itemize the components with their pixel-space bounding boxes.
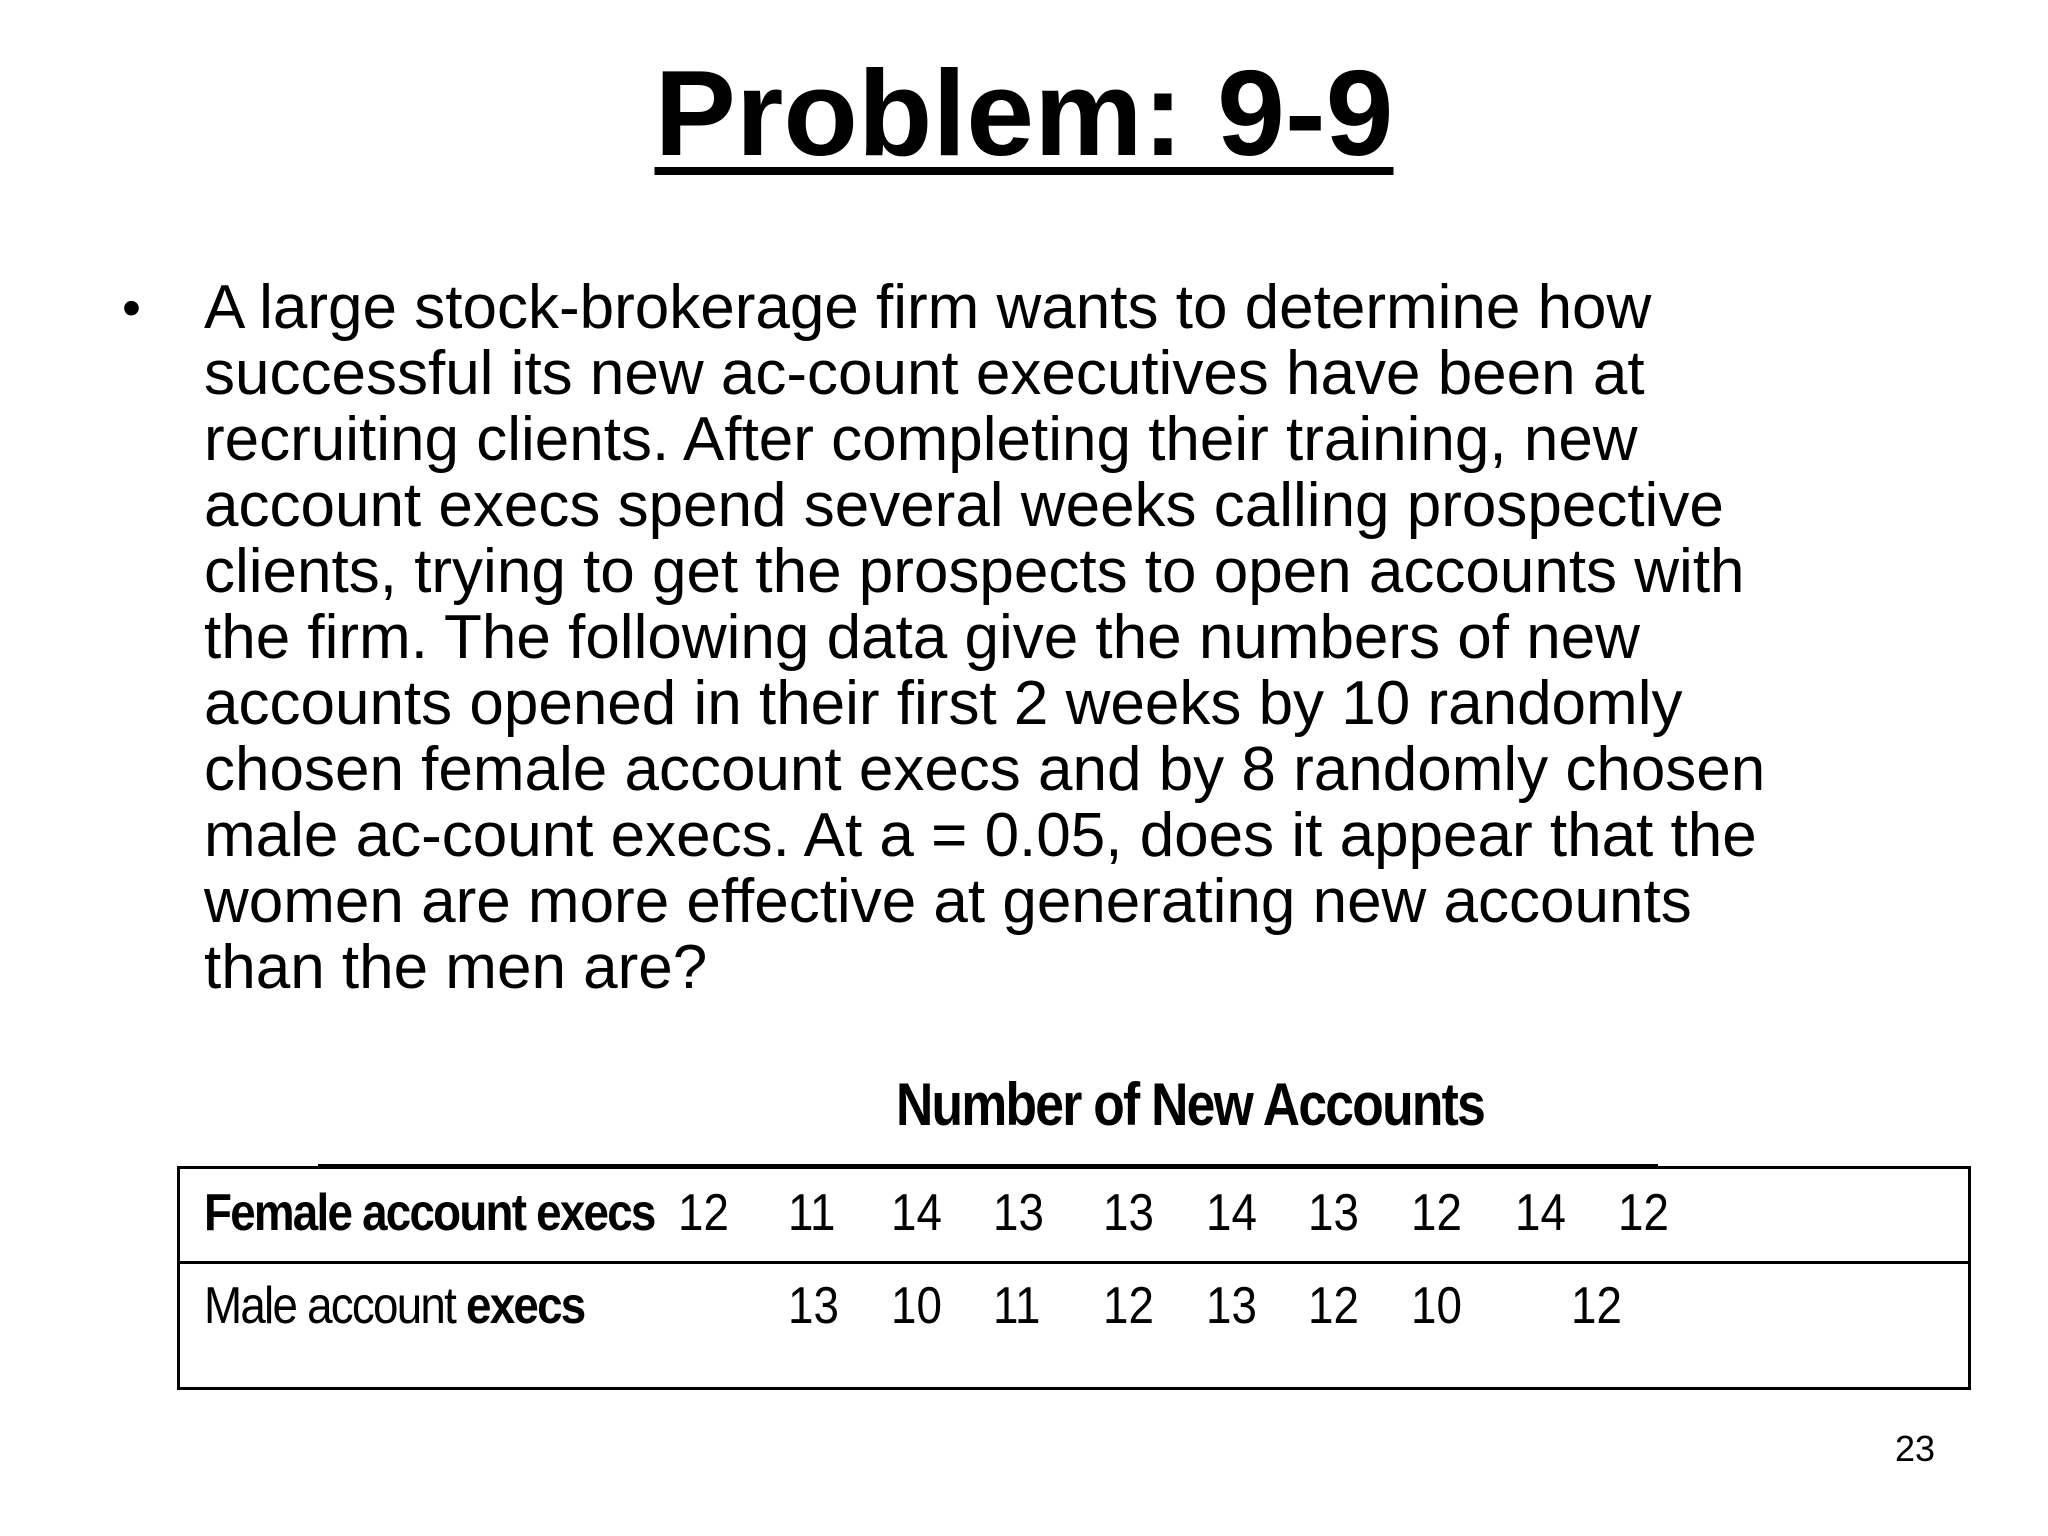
- female-value: 14: [1206, 1184, 1257, 1242]
- female-value: 12: [1618, 1184, 1669, 1242]
- statement-line: chosen female account execs and by 8 randomly chosen: [204, 735, 1766, 804]
- problem-statement: [204, 275, 2048, 1001]
- statement-line: the firm. The following data give the numbers of new: [204, 603, 1640, 672]
- male-value: 10: [1411, 1277, 1462, 1335]
- table-caption: Number of New Accounts: [896, 1071, 1485, 1138]
- female-value: 13: [993, 1184, 1044, 1242]
- male-value: 12: [1571, 1277, 1622, 1335]
- female-value: 12: [678, 1184, 729, 1242]
- statement-line: clients, trying to get the prospects to open accounts with: [204, 537, 1745, 606]
- male-value: 10: [891, 1277, 942, 1335]
- male-value: 13: [788, 1277, 839, 1335]
- slide-title: Problem: 9-9: [654, 45, 1394, 181]
- female-value: 11: [788, 1184, 836, 1242]
- page-number: 23: [1895, 1428, 1936, 1469]
- statement-line: A large stock-brokerage firm wants to determine how: [204, 273, 1652, 342]
- female-value: 14: [891, 1184, 942, 1242]
- statement-line: account execs spend several weeks calling prospective: [204, 471, 1724, 540]
- female-row-label: Female account execs: [204, 1184, 655, 1242]
- statement-line: successful its new ac-count executives have been at: [204, 339, 1645, 408]
- male-label-regular: Male account: [204, 1277, 467, 1335]
- female-value: 13: [1308, 1184, 1359, 1242]
- bullet-icon: •: [122, 278, 141, 338]
- female-value: 14: [1515, 1184, 1566, 1242]
- male-value: 13: [1206, 1277, 1257, 1335]
- statement-line: accounts opened in their first 2 weeks by 10 randomly: [204, 669, 1683, 738]
- table-row-male: [180, 1262, 1968, 1354]
- female-value: 13: [1103, 1184, 1154, 1242]
- female-value: 12: [1411, 1184, 1462, 1242]
- statement-line: than the men are?: [204, 933, 708, 1002]
- statement-line: recruiting clients. After completing their training, new: [204, 405, 1638, 474]
- male-value: 12: [1103, 1277, 1154, 1335]
- male-value: 12: [1308, 1277, 1359, 1335]
- male-row-label: [204, 1276, 584, 1336]
- accounts-table: [177, 1166, 1971, 1390]
- statement-line: women are more effective at generating new accounts: [204, 867, 1692, 936]
- male-value: 11: [993, 1277, 1041, 1335]
- statement-line: male ac-count execs. At a = 0.05, does it appear that the: [204, 801, 1757, 870]
- table-row-female: [180, 1169, 1968, 1264]
- male-label-bold: execs: [466, 1277, 585, 1335]
